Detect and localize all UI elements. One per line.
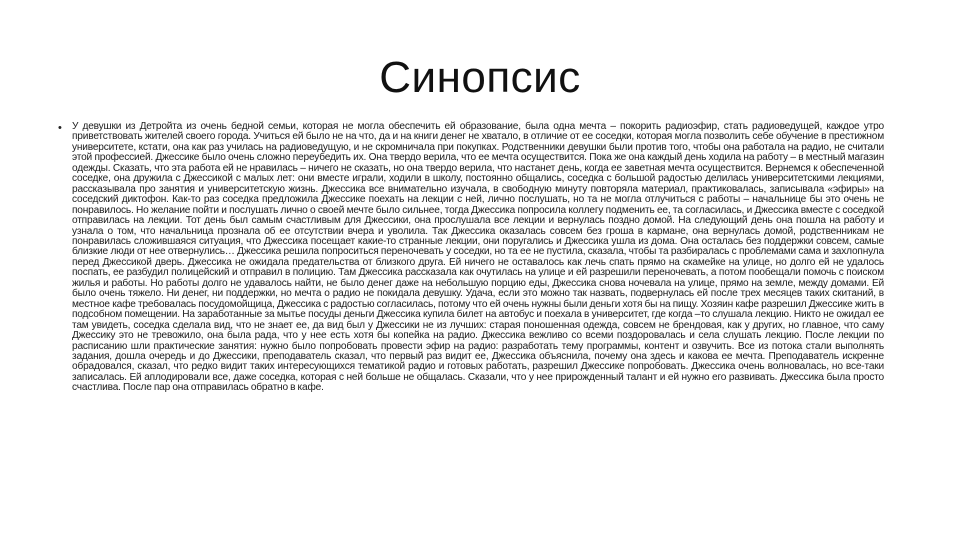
- synopsis-paragraph: У девушки из Детройта из очень бедной семьи, которая не могла обеспечить ей образование, была одна мечта – покорить радиоэфир, стать радиоведущей, каждое утро приветствовать жителей своего города. Учиться ей было не на что, да и на книги денег не хватало, в отличие от ее соседки, которая могла позволить себе обучение в престижном университете, кстати, она как раз училась на радиоведущую, и не скромничала при покупках. Родственники девушки были против того, чтобы она работала на радио, не считали этой профессией. Джессике было очень сложно переубедить их. Она твердо верила, что ее мечта осуществится. Пока же она каждый день ходила на работу – в местный магазин одежды. Сказать, что эта работа ей не нравилась – ничего не сказать, но она твердо верила, что настанет день, когда ее заветная мечта осуществится. Вернемся к обеспеченной соседке, она дружила с Джессикой с малых лет: они вместе играли, ходили в школу, постоянно общались, соседка с большой радостью делилась университетскими лекциями, рассказывала про занятия и университетскую жизнь. Джессика все внимательно изучала, в свободную минуту повторяла материал, практиковалась, записывала «эфиры» на соседский диктофон. Как-то раз соседка предложила Джессике поехать на лекции с ней, лично послушать, но та не могла отлучиться с работы – начальнице бы это очень не понравилось. Но желание пойти и послушать лично о своей мечте было сильнее, тогда Джессика попросила коллегу подменить ее, та согласилась, и Джессика вместе с соседкой отправилась на лекции. Тот день был самым счастливым для Джессики, она прослушала все лекции и вернулась поздно домой. На следующий день она пошла на работу и узнала о том, что начальница прознала об ее отсутствии вчера и уволила. Так Джессика оказалась совсем без гроша в кармане, она вернулась домой, родственникам не понравилась сложившаяся ситуация, что Джессика посещает какие-то странные лекции, они поругались и Джессика ушла из дома. Она осталась без поддержки совсем, самые близкие люди от нее отвернулись… Джессика решила попроситься переночевать у соседки, но та ее не пустила, сказала, чтобы та разбиралась с проблемами сама и захлопнула перед Джессикой дверь. Джессика не ожидала предательства от близкого друга. Ей ничего не оставалось как лечь спать прямо на скамейке на улице, но долго ей не удалось поспать, ее разбудил полицейский и отправил в полицию. Там Джессика рассказала как очутилась на улице и ей разрешили переночевать, а потом пообещали помочь с поиском жилья и работы. Но работы долго не удавалось найти, не было денег даже на небольшую порцию еды, Джессика снова ночевала на улице, прямо на земле, между домами. Ей было очень тяжело. Ни денег, ни поддержки, но мечта о радио не покидала девушку. Удача, если это можно так назвать, подвернулась ей после трех месяцев таких скитаний, в местное кафе требовалась посудомойщица, Джессика с радостью согласилась, потому что ей очень нужны были деньги хотя бы на пищу. Хозяин кафе разрешил Джессике жить в подсобном помещении. На заработанные за мытье посуды деньги Джессика купила билет на автобус и поехала в университет, где когда –то слушала лекцию. Никто не ожидал ее там увидеть, соседка сделала вид, что не знает ее, да вид был у Джессики не из лучших: старая поношенная одежда, совсем не брендовая, как у других, но главное, что саму Джессику это не тревожило, она была рада, что у нее есть хотя бы копейка на радио. Джессика вежливо со всеми поздоровалась и села слушать лекцию. После лекции по расписанию шли практические занятия: нужно было попробовать провести эфир на радио: разработать тему программы, контент и озвучить. Все из потока стали выполнять задания, дошла очередь и до Джессики, преподаватель сказал, что первый раз видит ее, Джессика объяснила, почему она здесь и какова ее мечта. Преподаватель искренне обрадовался, сказал, что редко видит таких интересующихся тематикой радио и готовых работать, разрешил Джессике попробовать. Джессика очень волновалась, но все-таки записалась. Ей аплодировали все, даже соседка, которая с ней больше не общалась. Сказали, что у нее прирожденный талант и ей нужно его развивать. Джессика была просто счастлива. После пар она отправилась обратно в кафе.: [72, 121, 884, 394]
- slide-title: Синопсис: [379, 53, 581, 102]
- bullet-icon: •: [58, 122, 62, 134]
- body-block: [58, 121, 884, 476]
